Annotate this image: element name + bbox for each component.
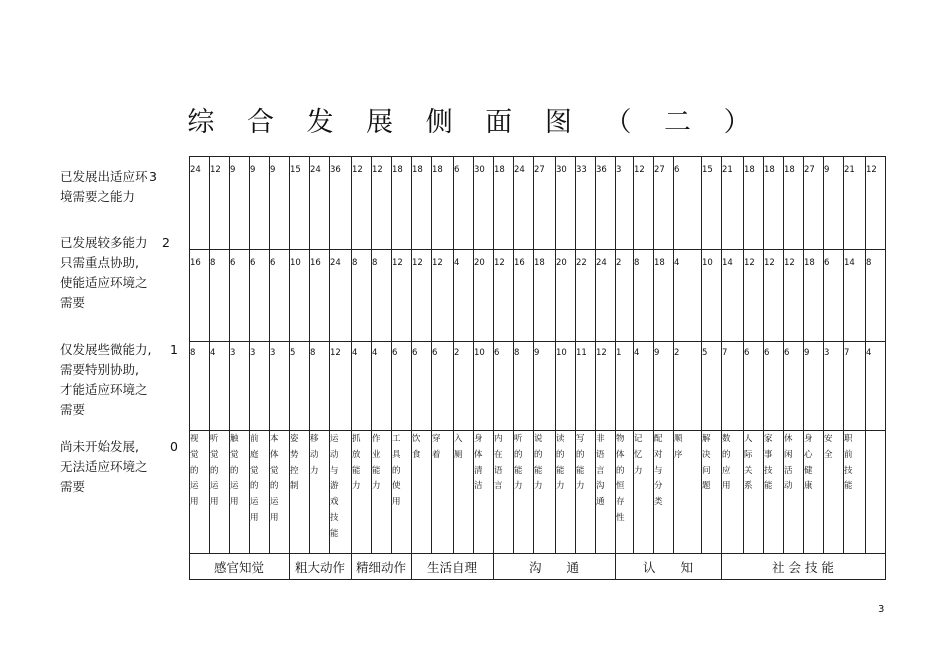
score-cell: 6 xyxy=(674,165,680,175)
score-cell: 16 xyxy=(310,258,321,268)
grid-line xyxy=(189,156,885,157)
score-cell: 16 xyxy=(514,258,525,268)
grid-line xyxy=(371,156,372,553)
grid-line xyxy=(513,156,514,553)
grid-line xyxy=(189,249,885,250)
grid-line xyxy=(575,156,576,553)
score-cell: 8 xyxy=(190,348,196,358)
grid-line xyxy=(189,553,190,580)
grid-line xyxy=(229,156,230,553)
score-cell: 3 xyxy=(616,165,622,175)
score-cell: 6 xyxy=(494,348,500,358)
score-cell: 6 xyxy=(744,348,750,358)
score-cell: 18 xyxy=(804,258,815,268)
grid-line xyxy=(351,553,352,580)
score-cell: 15 xyxy=(290,165,301,175)
score-cell: 18 xyxy=(784,165,795,175)
grid-line xyxy=(269,156,270,553)
score-cell: 24 xyxy=(330,258,341,268)
item-label: 安全 xyxy=(824,434,833,460)
item-label: 说的能力 xyxy=(534,434,543,492)
item-label: 身心健康 xyxy=(804,434,813,492)
item-label: 数的应用 xyxy=(722,434,731,492)
item-label: 记忆力 xyxy=(634,434,643,476)
score-cell: 7 xyxy=(844,348,850,358)
item-label: 职前技能 xyxy=(844,434,853,492)
grid-line xyxy=(189,156,190,553)
item-label: 视觉的运用 xyxy=(190,434,199,508)
score-cell: 12 xyxy=(352,165,363,175)
domain-label: 感官知觉 xyxy=(213,560,264,575)
score-cell: 6 xyxy=(412,348,418,358)
score-cell: 6 xyxy=(454,165,460,175)
item-label: 写的能力 xyxy=(576,434,585,492)
score-cell: 27 xyxy=(654,165,665,175)
grid-line xyxy=(209,156,210,553)
grid-line xyxy=(701,156,702,553)
score-cell: 16 xyxy=(190,258,201,268)
item-label: 解决问题 xyxy=(702,434,711,492)
score-cell: 8 xyxy=(866,258,872,268)
page-number: 3 xyxy=(878,604,885,615)
score-cell: 2 xyxy=(454,348,460,358)
score-cell: 4 xyxy=(372,348,378,358)
page-title: 综 合 发 展 侧 面 图 （ 二 ） xyxy=(187,107,763,138)
score-cell: 2 xyxy=(616,258,622,268)
item-label: 物体的恒存性 xyxy=(616,434,625,523)
grid-line xyxy=(843,156,844,553)
item-label: 入厕 xyxy=(454,434,463,460)
score-cell: 7 xyxy=(722,348,728,358)
score-cell: 4 xyxy=(866,348,872,358)
score-cell: 10 xyxy=(290,258,301,268)
score-cell: 24 xyxy=(596,258,607,268)
level-2 xyxy=(60,233,186,313)
grid-line xyxy=(329,156,330,553)
item-label: 饮食 xyxy=(412,434,421,460)
score-cell: 6 xyxy=(784,348,790,358)
grid-line xyxy=(309,156,310,553)
item-label: 本体觉的运用 xyxy=(270,434,279,523)
grid-line xyxy=(453,156,454,553)
grid-line xyxy=(473,156,474,553)
score-cell: 9 xyxy=(230,165,236,175)
score-cell: 30 xyxy=(556,165,567,175)
score-cell: 12 xyxy=(596,348,607,358)
item-label: 配对与分类 xyxy=(654,434,663,508)
score-cell: 12 xyxy=(432,258,443,268)
level-label: 仅发展些微能力, 需要特别协助, 才能适应环境之 需要 xyxy=(60,342,152,417)
score-cell: 6 xyxy=(824,258,830,268)
score-cell: 9 xyxy=(654,348,660,358)
score-cell: 14 xyxy=(722,258,733,268)
grid-line xyxy=(885,156,886,553)
score-cell: 24 xyxy=(514,165,525,175)
domain-label: 认 知 xyxy=(642,560,693,575)
grid-line xyxy=(431,156,432,553)
score-cell: 8 xyxy=(372,258,378,268)
grid-line xyxy=(615,553,616,580)
grid-line xyxy=(493,156,494,553)
grid-line xyxy=(555,156,556,553)
grid-line xyxy=(189,341,885,342)
grid-line xyxy=(721,553,722,580)
score-cell: 6 xyxy=(764,348,770,358)
domain-label: 生活自理 xyxy=(426,560,477,575)
score-cell: 6 xyxy=(230,258,236,268)
score-cell: 10 xyxy=(702,258,713,268)
score-cell: 22 xyxy=(576,258,587,268)
score-cell: 4 xyxy=(210,348,216,358)
item-label: 前庭觉的运用 xyxy=(250,434,259,523)
score-cell: 4 xyxy=(352,348,358,358)
level-0 xyxy=(60,437,186,497)
item-label: 听觉的运用 xyxy=(210,434,219,508)
score-cell: 4 xyxy=(454,258,460,268)
score-cell: 15 xyxy=(702,165,713,175)
level-score: 1 xyxy=(170,342,178,357)
score-cell: 9 xyxy=(270,165,276,175)
score-cell: 36 xyxy=(330,165,341,175)
score-cell: 3 xyxy=(250,348,256,358)
score-cell: 8 xyxy=(634,258,640,268)
score-cell: 18 xyxy=(534,258,545,268)
item-label: 听的能力 xyxy=(514,434,523,492)
score-cell: 10 xyxy=(556,348,567,358)
score-cell: 21 xyxy=(844,165,855,175)
domain-label: 粗大动作 xyxy=(294,560,345,575)
item-label: 穿着 xyxy=(432,434,441,460)
score-cell: 8 xyxy=(310,348,316,358)
score-cell: 8 xyxy=(514,348,520,358)
grid-line xyxy=(743,156,744,553)
level-label: 已发展出适应环 境需要之能力 xyxy=(60,169,148,204)
score-cell: 24 xyxy=(190,165,201,175)
score-cell: 5 xyxy=(290,348,296,358)
item-label: 内在语言 xyxy=(494,434,503,492)
item-label: 触觉的运用 xyxy=(230,434,239,508)
grid-line xyxy=(803,156,804,553)
item-label: 休闲活动 xyxy=(784,434,793,492)
grid-line xyxy=(721,156,722,553)
score-cell: 6 xyxy=(392,348,398,358)
score-cell: 3 xyxy=(270,348,276,358)
item-label: 人际关系 xyxy=(744,434,753,492)
grid-line xyxy=(673,156,674,553)
grid-line xyxy=(411,156,412,553)
domain-label: 精细动作 xyxy=(355,560,406,575)
item-label: 身体清洁 xyxy=(474,434,483,492)
score-cell: 18 xyxy=(392,165,403,175)
domain-label: 沟 通 xyxy=(528,560,579,575)
score-cell: 12 xyxy=(494,258,505,268)
domain-label: 社 会 技 能 xyxy=(772,560,834,575)
score-cell: 8 xyxy=(352,258,358,268)
grid-line xyxy=(595,156,596,553)
score-cell: 33 xyxy=(576,165,587,175)
score-cell: 12 xyxy=(784,258,795,268)
item-label: 工具的使用 xyxy=(392,434,401,508)
grid-line xyxy=(653,156,654,553)
score-cell: 18 xyxy=(432,165,443,175)
score-cell: 4 xyxy=(634,348,640,358)
score-cell: 12 xyxy=(392,258,403,268)
score-cell: 6 xyxy=(432,348,438,358)
score-cell: 9 xyxy=(804,348,810,358)
score-cell: 12 xyxy=(866,165,877,175)
score-cell: 27 xyxy=(534,165,545,175)
grid-line xyxy=(289,553,290,580)
score-cell: 20 xyxy=(556,258,567,268)
score-cell: 30 xyxy=(474,165,485,175)
score-cell: 24 xyxy=(310,165,321,175)
level-score: 3 xyxy=(149,169,157,184)
grid-line xyxy=(289,156,290,553)
level-score: 2 xyxy=(162,235,170,250)
grid-line xyxy=(885,553,886,580)
score-cell: 8 xyxy=(210,258,216,268)
score-cell: 1 xyxy=(616,348,622,358)
score-cell: 27 xyxy=(804,165,815,175)
grid-line xyxy=(189,579,885,580)
score-cell: 12 xyxy=(210,165,221,175)
grid-line xyxy=(249,156,250,553)
score-cell: 14 xyxy=(844,258,855,268)
item-label: 抓放能力 xyxy=(352,434,361,492)
grid-line xyxy=(865,156,866,553)
item-label: 家事技能 xyxy=(764,434,773,492)
level-score: 0 xyxy=(170,439,178,454)
grid-line xyxy=(189,430,885,431)
level-1 xyxy=(60,340,186,420)
score-cell: 21 xyxy=(722,165,733,175)
score-cell: 2 xyxy=(674,348,680,358)
score-cell: 3 xyxy=(230,348,236,358)
score-cell: 18 xyxy=(764,165,775,175)
item-label: 顺序 xyxy=(674,434,683,460)
score-cell: 9 xyxy=(250,165,256,175)
grid-line xyxy=(823,156,824,553)
grid-line xyxy=(493,553,494,580)
score-cell: 6 xyxy=(250,258,256,268)
grid-line xyxy=(351,156,352,553)
score-cell: 12 xyxy=(764,258,775,268)
score-cell: 12 xyxy=(744,258,755,268)
score-cell: 12 xyxy=(634,165,645,175)
score-cell: 11 xyxy=(576,348,587,358)
grid-line xyxy=(533,156,534,553)
score-cell: 9 xyxy=(534,348,540,358)
level-label: 尚未开始发展, 无法适应环境之 需要 xyxy=(60,439,148,494)
grid-line xyxy=(783,156,784,553)
item-label: 非语言沟通 xyxy=(596,434,605,508)
grid-line xyxy=(615,156,616,553)
score-cell: 5 xyxy=(702,348,708,358)
score-cell: 10 xyxy=(474,348,485,358)
grid-line xyxy=(633,156,634,553)
score-cell: 12 xyxy=(412,258,423,268)
item-label: 运动与游戏技能 xyxy=(330,434,339,539)
score-cell: 18 xyxy=(744,165,755,175)
score-cell: 9 xyxy=(824,165,830,175)
grid-line xyxy=(411,553,412,580)
score-cell: 6 xyxy=(270,258,276,268)
item-label: 姿势控制 xyxy=(290,434,299,492)
score-cell: 18 xyxy=(654,258,665,268)
item-label: 作业能力 xyxy=(372,434,381,492)
item-label: 移动力 xyxy=(310,434,319,476)
score-cell: 18 xyxy=(494,165,505,175)
score-cell: 12 xyxy=(372,165,383,175)
grid-line xyxy=(763,156,764,553)
grid-line xyxy=(189,553,885,554)
score-cell: 4 xyxy=(674,258,680,268)
score-cell: 12 xyxy=(330,348,341,358)
score-cell: 20 xyxy=(474,258,485,268)
score-cell: 36 xyxy=(596,165,607,175)
item-label: 读的能力 xyxy=(556,434,565,492)
level-3 xyxy=(60,167,186,207)
grid-line xyxy=(391,156,392,553)
level-label: 已发展较多能力 只需重点协助, 使能适应环境之 需要 xyxy=(60,235,148,310)
score-cell: 3 xyxy=(824,348,830,358)
score-cell: 18 xyxy=(412,165,423,175)
